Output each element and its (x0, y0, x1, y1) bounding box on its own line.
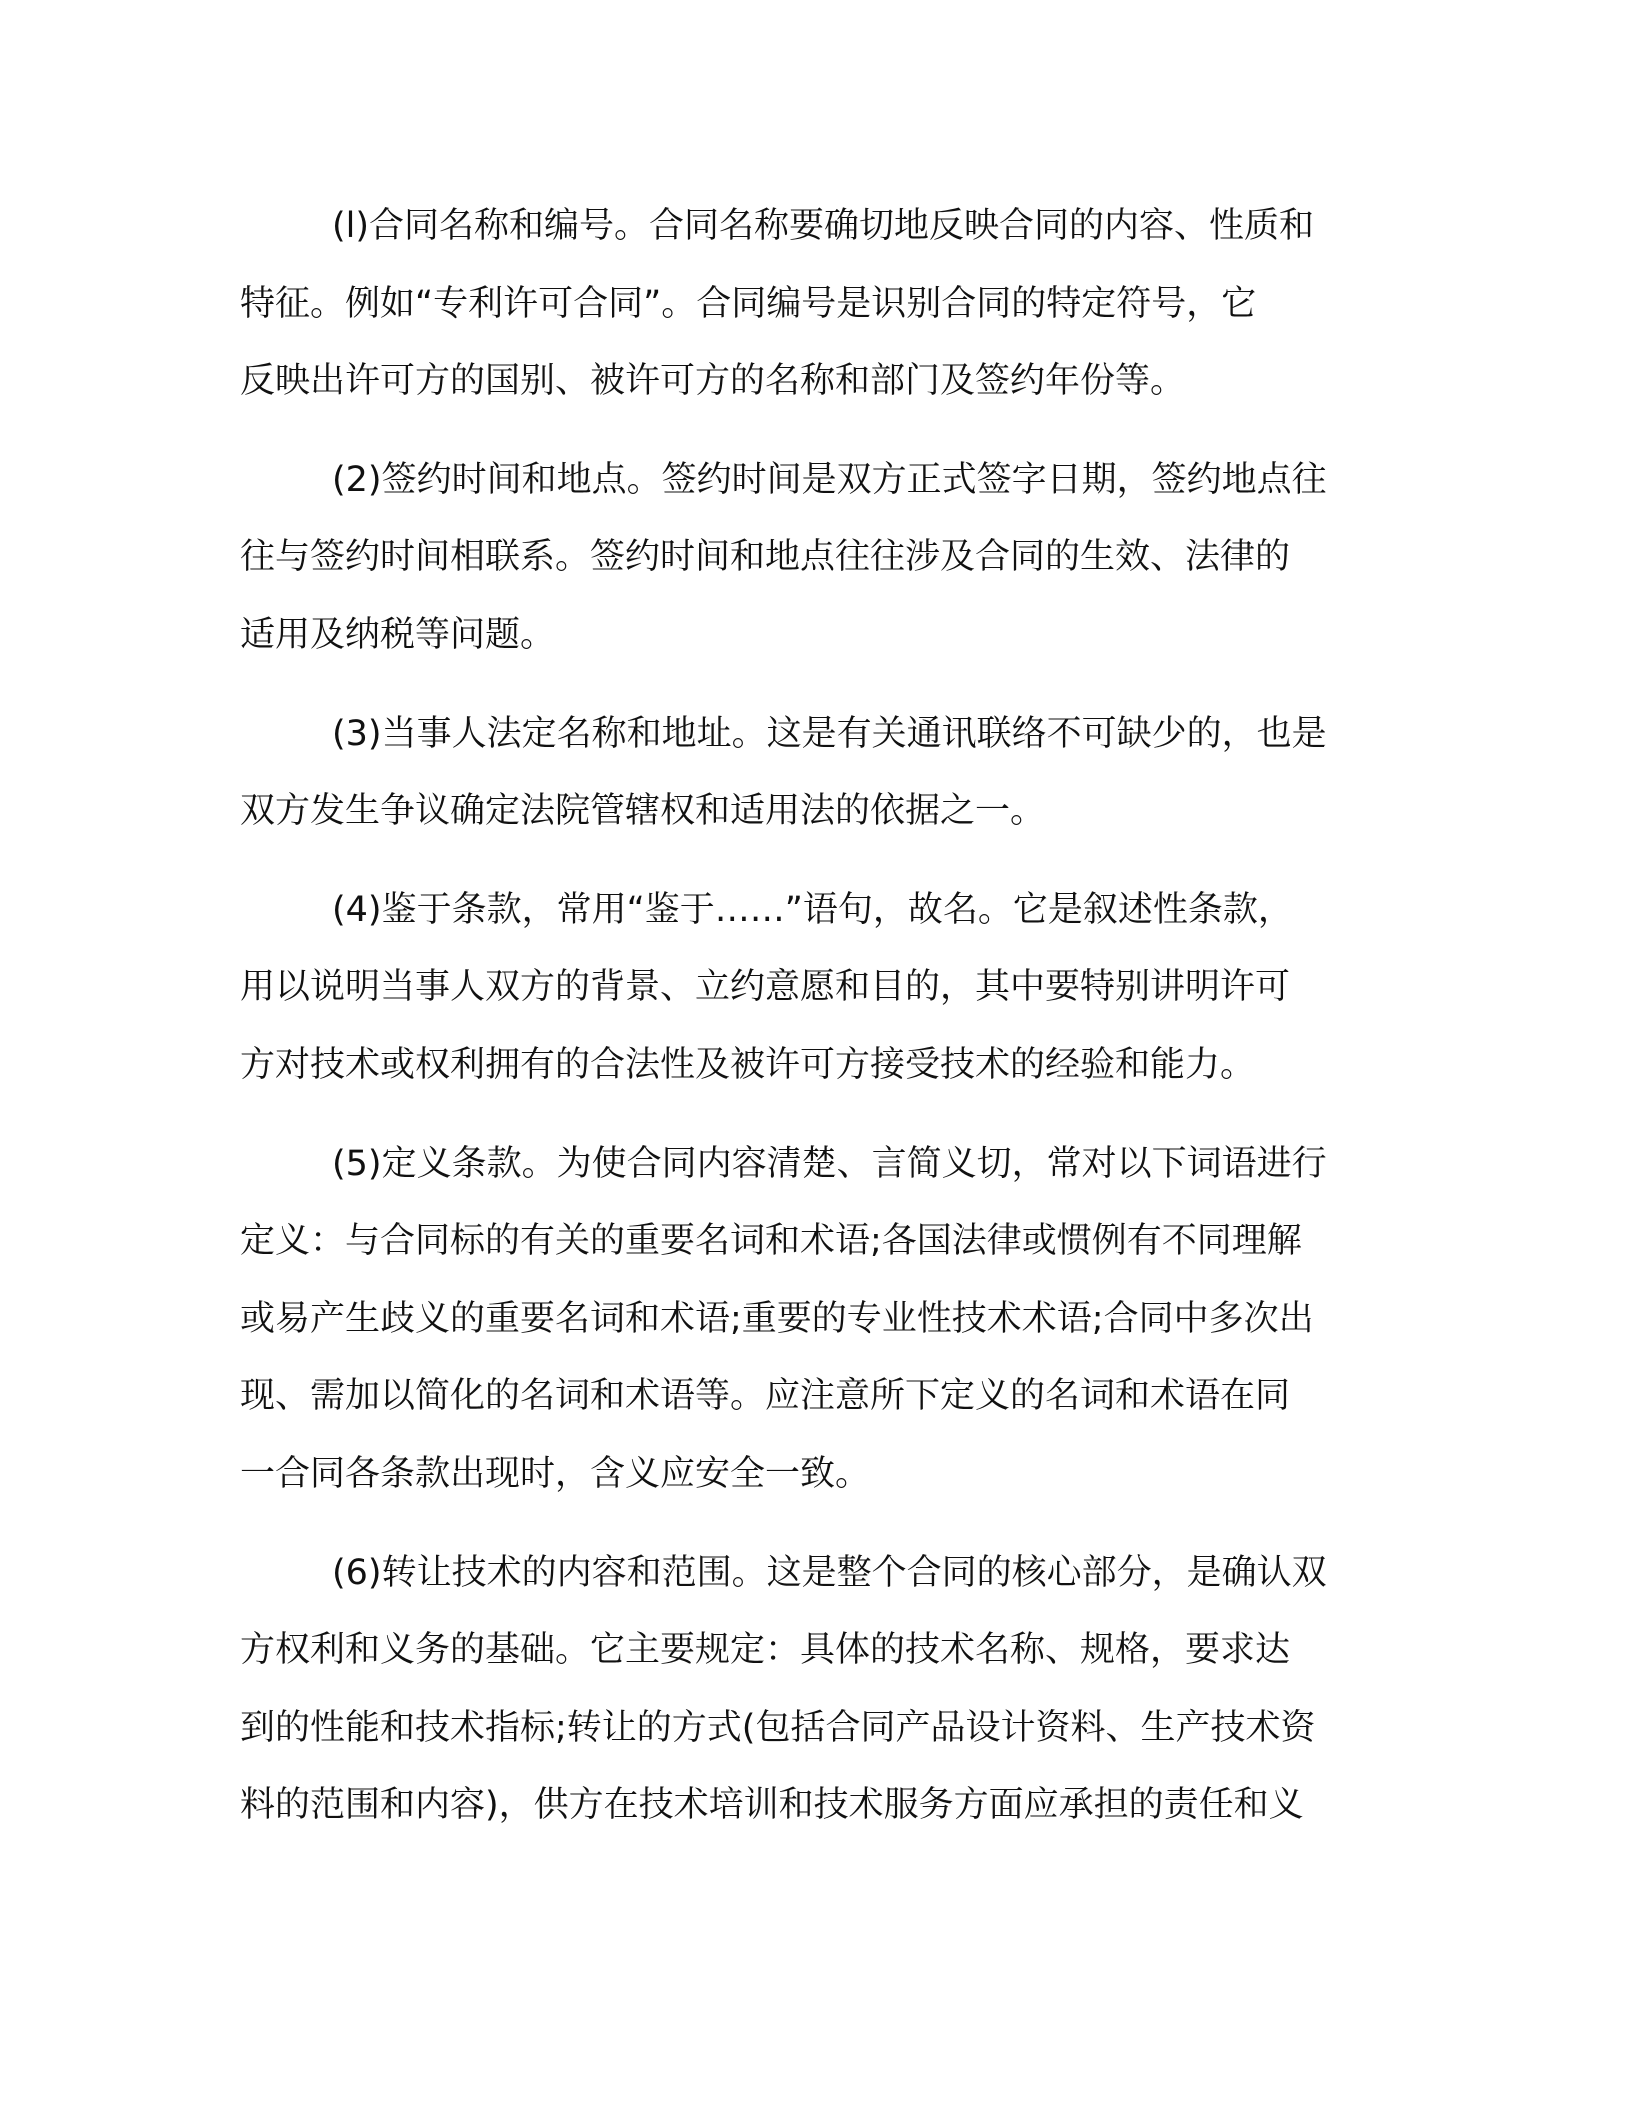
paragraph-line: 现、需加以简化的名词和术语等。应注意所下定义的名词和术语在同 (240, 1376, 1291, 1417)
paragraph-definitions (240, 1126, 1390, 1514)
paragraph-line: 方权利和义务的基础。它主要规定：具体的技术名称、规格，要求达 (240, 1630, 1291, 1671)
paragraph-line: (l)合同名称和编号。合同名称要确切地反映合同的内容、性质和 (332, 206, 1315, 246)
paragraph-line: 定义：与合同标的有关的重要名词和术语;各国法律或惯例有不同理解 (240, 1221, 1302, 1262)
paragraph-line: (4)鉴于条款，常用“鉴于……”语句，故名。它是叙述性条款， (332, 889, 1293, 930)
paragraph-line: 往与签约时间相联系。签约时间和地点往往涉及合同的生效、法律的 (240, 537, 1291, 578)
paragraph-line: 适用及纳税等问题。 (240, 614, 556, 655)
paragraph-line: 双方发生争议确定法院管辖权和适用法的依据之一。 (240, 791, 1046, 832)
paragraph-contract-name (240, 188, 1390, 421)
paragraph-line: (6)转让技术的内容和范围。这是整个合同的核心部分，是确认双 (332, 1552, 1327, 1593)
paragraph-whereas-clause (240, 872, 1390, 1105)
paragraph-line: 用以说明当事人双方的背景、立约意愿和目的，其中要特别讲明许可 (240, 967, 1291, 1008)
paragraph-technology-scope (240, 1535, 1390, 1845)
paragraph-parties (240, 696, 1390, 851)
paragraph-line: 方对技术或权利拥有的合法性及被许可方接受技术的经验和能力。 (240, 1044, 1256, 1085)
paragraph-line: (3)当事人法定名称和地址。这是有关通讯联络不可缺少的，也是 (332, 713, 1327, 754)
paragraph-line: (5)定义条款。为使合同内容清楚、言简义切，常对以下词语进行 (332, 1143, 1327, 1184)
document-body (240, 188, 1390, 1866)
paragraph-line: 或易产生歧义的重要名词和术语;重要的专业性技术术语;合同中多次出 (240, 1298, 1314, 1339)
paragraph-signing-time-place (240, 442, 1390, 675)
paragraph-line: 反映出许可方的国别、被许可方的名称和部门及签约年份等。 (240, 361, 1186, 402)
paragraph-line: 到的性能和技术指标;转让的方式(包括合同产品设计资料、生产技术资 (240, 1707, 1316, 1748)
paragraph-line: 料的范围和内容)，供方在技术培训和技术服务方面应承担的责任和义 (240, 1785, 1304, 1826)
paragraph-line: 特征。例如“专利许可合同”。合同编号是识别合同的特定符号，它 (240, 283, 1257, 324)
paragraph-line: 一合同各条款出现时，含义应安全一致。 (240, 1453, 871, 1494)
paragraph-line: (2)签约时间和地点。签约时间是双方正式签字日期，签约地点往 (332, 459, 1327, 500)
